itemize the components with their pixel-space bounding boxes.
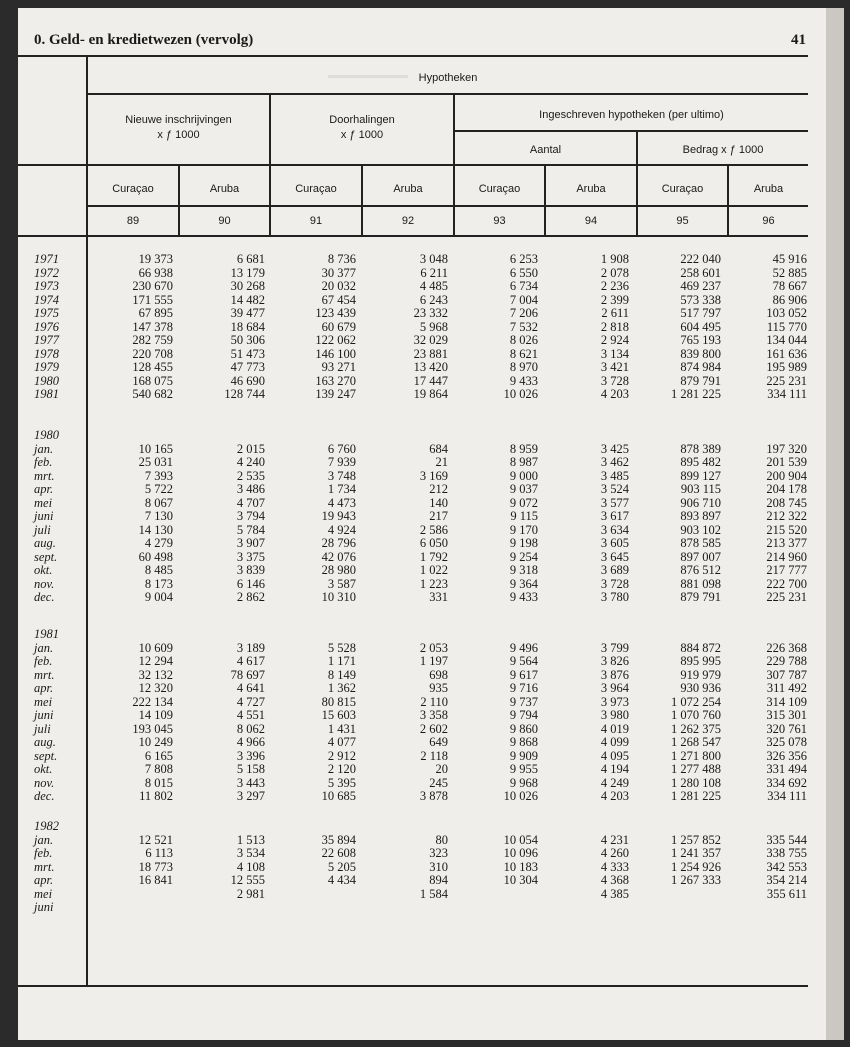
header-rule — [18, 164, 808, 166]
header-hypotheken: Hypotheken — [418, 72, 478, 84]
column-number: 96 — [762, 215, 775, 227]
data-column-91: 5 528 1 171 8 149 1 362 80 815 15 603 1 431 4 077 2 912 2 120 5 395 10 685 — [321, 640, 356, 803]
data-column-93: 8 959 8 987 9 000 9 037 9 072 9 115 9 170 9 198 9 254 9 318 9 364 9 433 — [509, 441, 538, 604]
data-column-92: 684 21 3 169 212 140 217 2 586 6 050 1 792 1 022 1 223 331 — [419, 441, 448, 604]
data-column-95: 1 257 852 1 241 357 1 254 926 1 267 333 — [671, 832, 721, 887]
header-place: Aruba — [209, 183, 240, 195]
header-place: Curaçao — [295, 183, 337, 195]
header-rule — [88, 205, 808, 207]
data-column-89: 19 373 66 938 230 670 171 555 67 895 147 378 282 759 220 708 128 455 168 075 540 682 — [132, 252, 173, 401]
data-column-94: 3 799 3 826 3 876 3 964 3 973 3 980 4 019 4 099 4 095 4 194 4 249 4 203 — [600, 640, 629, 803]
data-column-90: 6 681 13 179 30 268 14 482 39 477 18 684 50 306 51 473 47 773 46 690 128 744 — [224, 252, 265, 401]
column-number: 94 — [584, 215, 598, 227]
data-column-92: 3 048 6 211 4 485 6 243 23 332 5 968 32 029 23 881 13 420 17 447 19 864 — [413, 252, 448, 401]
column-number: 91 — [309, 215, 323, 227]
header-place: Curaçao — [478, 183, 521, 195]
data-column-89: 10 165 25 031 7 393 5 722 8 067 7 130 14 130 4 279 60 498 8 485 8 173 9 004 — [138, 441, 173, 604]
data-column-90: 2 015 4 240 2 535 3 486 4 707 3 794 5 784 3 907 3 375 3 839 6 146 2 862 — [236, 441, 265, 604]
header-bottom-rule — [18, 235, 808, 237]
header-place: Curaçao — [112, 183, 154, 195]
data-column-91: 8 736 30 377 20 032 67 454 123 439 60 679 122 062 146 100 93 271 163 270 139 247 — [315, 252, 356, 401]
data-column-94: 4 231 4 260 4 333 4 368 4 385 — [600, 832, 629, 901]
data-column-89: 10 609 12 294 32 132 12 320 222 134 14 109 193 045 10 249 6 165 7 808 8 015 11 802 — [132, 640, 173, 803]
page-number: 41 — [791, 32, 806, 48]
column-number: 89 — [126, 215, 140, 227]
page-title: 0. Geld- en kredietwezen (vervolg) — [34, 32, 254, 48]
document-page — [18, 8, 826, 1040]
column-number: 93 — [493, 215, 506, 227]
row-labels: 1971 1972 1973 1974 1975 1976 1977 1978 1979 1980 1981 — [34, 252, 59, 401]
data-column-90: 3 189 4 617 78 697 4 641 4 727 4 551 8 062 4 966 3 396 5 158 3 443 3 297 — [230, 640, 265, 803]
data-column-94: 3 425 3 462 3 485 3 524 3 577 3 617 3 634 3 605 3 645 3 689 3 728 3 780 — [600, 441, 629, 604]
page-edge — [826, 8, 844, 1040]
header-ingeschreven: Ingeschreven hypotheken (per ultimo) — [539, 109, 724, 121]
bleed-through: ▬▬▬▬▬▬▬▬ — [328, 70, 408, 81]
header-doorhalingen: Doorhalingen x ƒ 1000 — [329, 114, 395, 141]
table-bottom-rule — [18, 985, 808, 987]
data-column-90: 1 513 3 534 4 108 12 555 2 981 — [230, 832, 265, 901]
header-place: Aruba — [576, 183, 606, 195]
column-number: 95 — [676, 215, 689, 227]
column-number: 92 — [401, 215, 415, 227]
data-column-92: 2 053 1 197 698 935 2 110 3 358 2 602 649 2 118 20 245 3 878 — [419, 640, 448, 803]
data-column-93: 6 253 6 550 6 734 7 004 7 206 7 532 8 026 8 621 8 970 9 433 10 026 — [503, 252, 538, 401]
data-column-96: 197 320 201 539 200 904 204 178 208 745 212 322 215 520 213 377 214 960 217 777 222 700 225 231 — [766, 441, 807, 604]
header-place: Curaçao — [661, 183, 704, 195]
data-column-96: 335 544 338 755 342 553 354 214 355 611 — [766, 832, 807, 901]
data-column-94: 1 908 2 078 2 236 2 399 2 611 2 818 2 924 3 134 3 421 3 728 4 203 — [600, 252, 629, 401]
data-column-91: 6 760 7 939 3 748 1 734 4 473 19 943 4 924 28 796 42 076 28 980 3 587 10 310 — [321, 441, 356, 604]
header-aantal: Aantal — [529, 144, 562, 156]
data-column-95: 884 872 895 995 919 979 930 936 1 072 254 1 070 760 1 262 375 1 268 547 1 271 800 1 277 488 1 280 108 1 281 225 — [671, 640, 721, 803]
column-number: 90 — [218, 215, 231, 227]
header-rule — [453, 130, 808, 132]
header-nieuwe-inschrijvingen: Nieuwe inschrijvingen x ƒ 1000 — [125, 114, 232, 141]
data-column-92: 80 323 310 894 1 584 — [419, 832, 448, 901]
data-column-93: 9 496 9 564 9 617 9 716 9 737 9 794 9 860 9 868 9 909 9 955 9 968 10 026 — [503, 640, 538, 803]
row-labels: 1982 jan. feb. mrt. apr. mei juni — [34, 819, 59, 914]
data-column-96: 226 368 229 788 307 787 311 492 314 109 315 301 320 761 325 078 326 356 331 494 334 692 334 111 — [766, 640, 807, 803]
row-labels: 1980 jan. feb. mrt. apr. mei juni juli aug. sept. okt. nov. dec. — [34, 428, 59, 604]
data-column-89: 12 521 6 113 18 773 16 841 — [138, 832, 173, 887]
header-place: Aruba — [393, 183, 423, 195]
data-column-96: 45 916 52 885 78 667 86 906 103 052 115 770 134 044 161 636 195 989 225 231 334 111 — [766, 252, 807, 401]
header-rule — [88, 93, 808, 95]
header-bedrag: Bedrag x ƒ 1000 — [682, 144, 764, 156]
data-column-91: 35 894 22 608 5 205 4 434 — [321, 832, 356, 887]
data-column-95: 878 389 895 482 899 127 903 115 906 710 893 897 903 102 878 585 897 007 876 512 881 098 879 791 — [680, 441, 721, 604]
data-column-95: 222 040 258 601 469 237 573 338 517 797 604 495 765 193 839 800 874 984 879 791 1 281 225 — [671, 252, 721, 401]
data-column-93: 10 054 10 096 10 183 10 304 — [503, 832, 538, 887]
header-top-rule — [18, 55, 808, 57]
header-place: Aruba — [753, 183, 784, 195]
row-labels: 1981 jan. feb. mrt. apr. mei juni juli aug. sept. okt. nov. dec. — [34, 627, 59, 803]
